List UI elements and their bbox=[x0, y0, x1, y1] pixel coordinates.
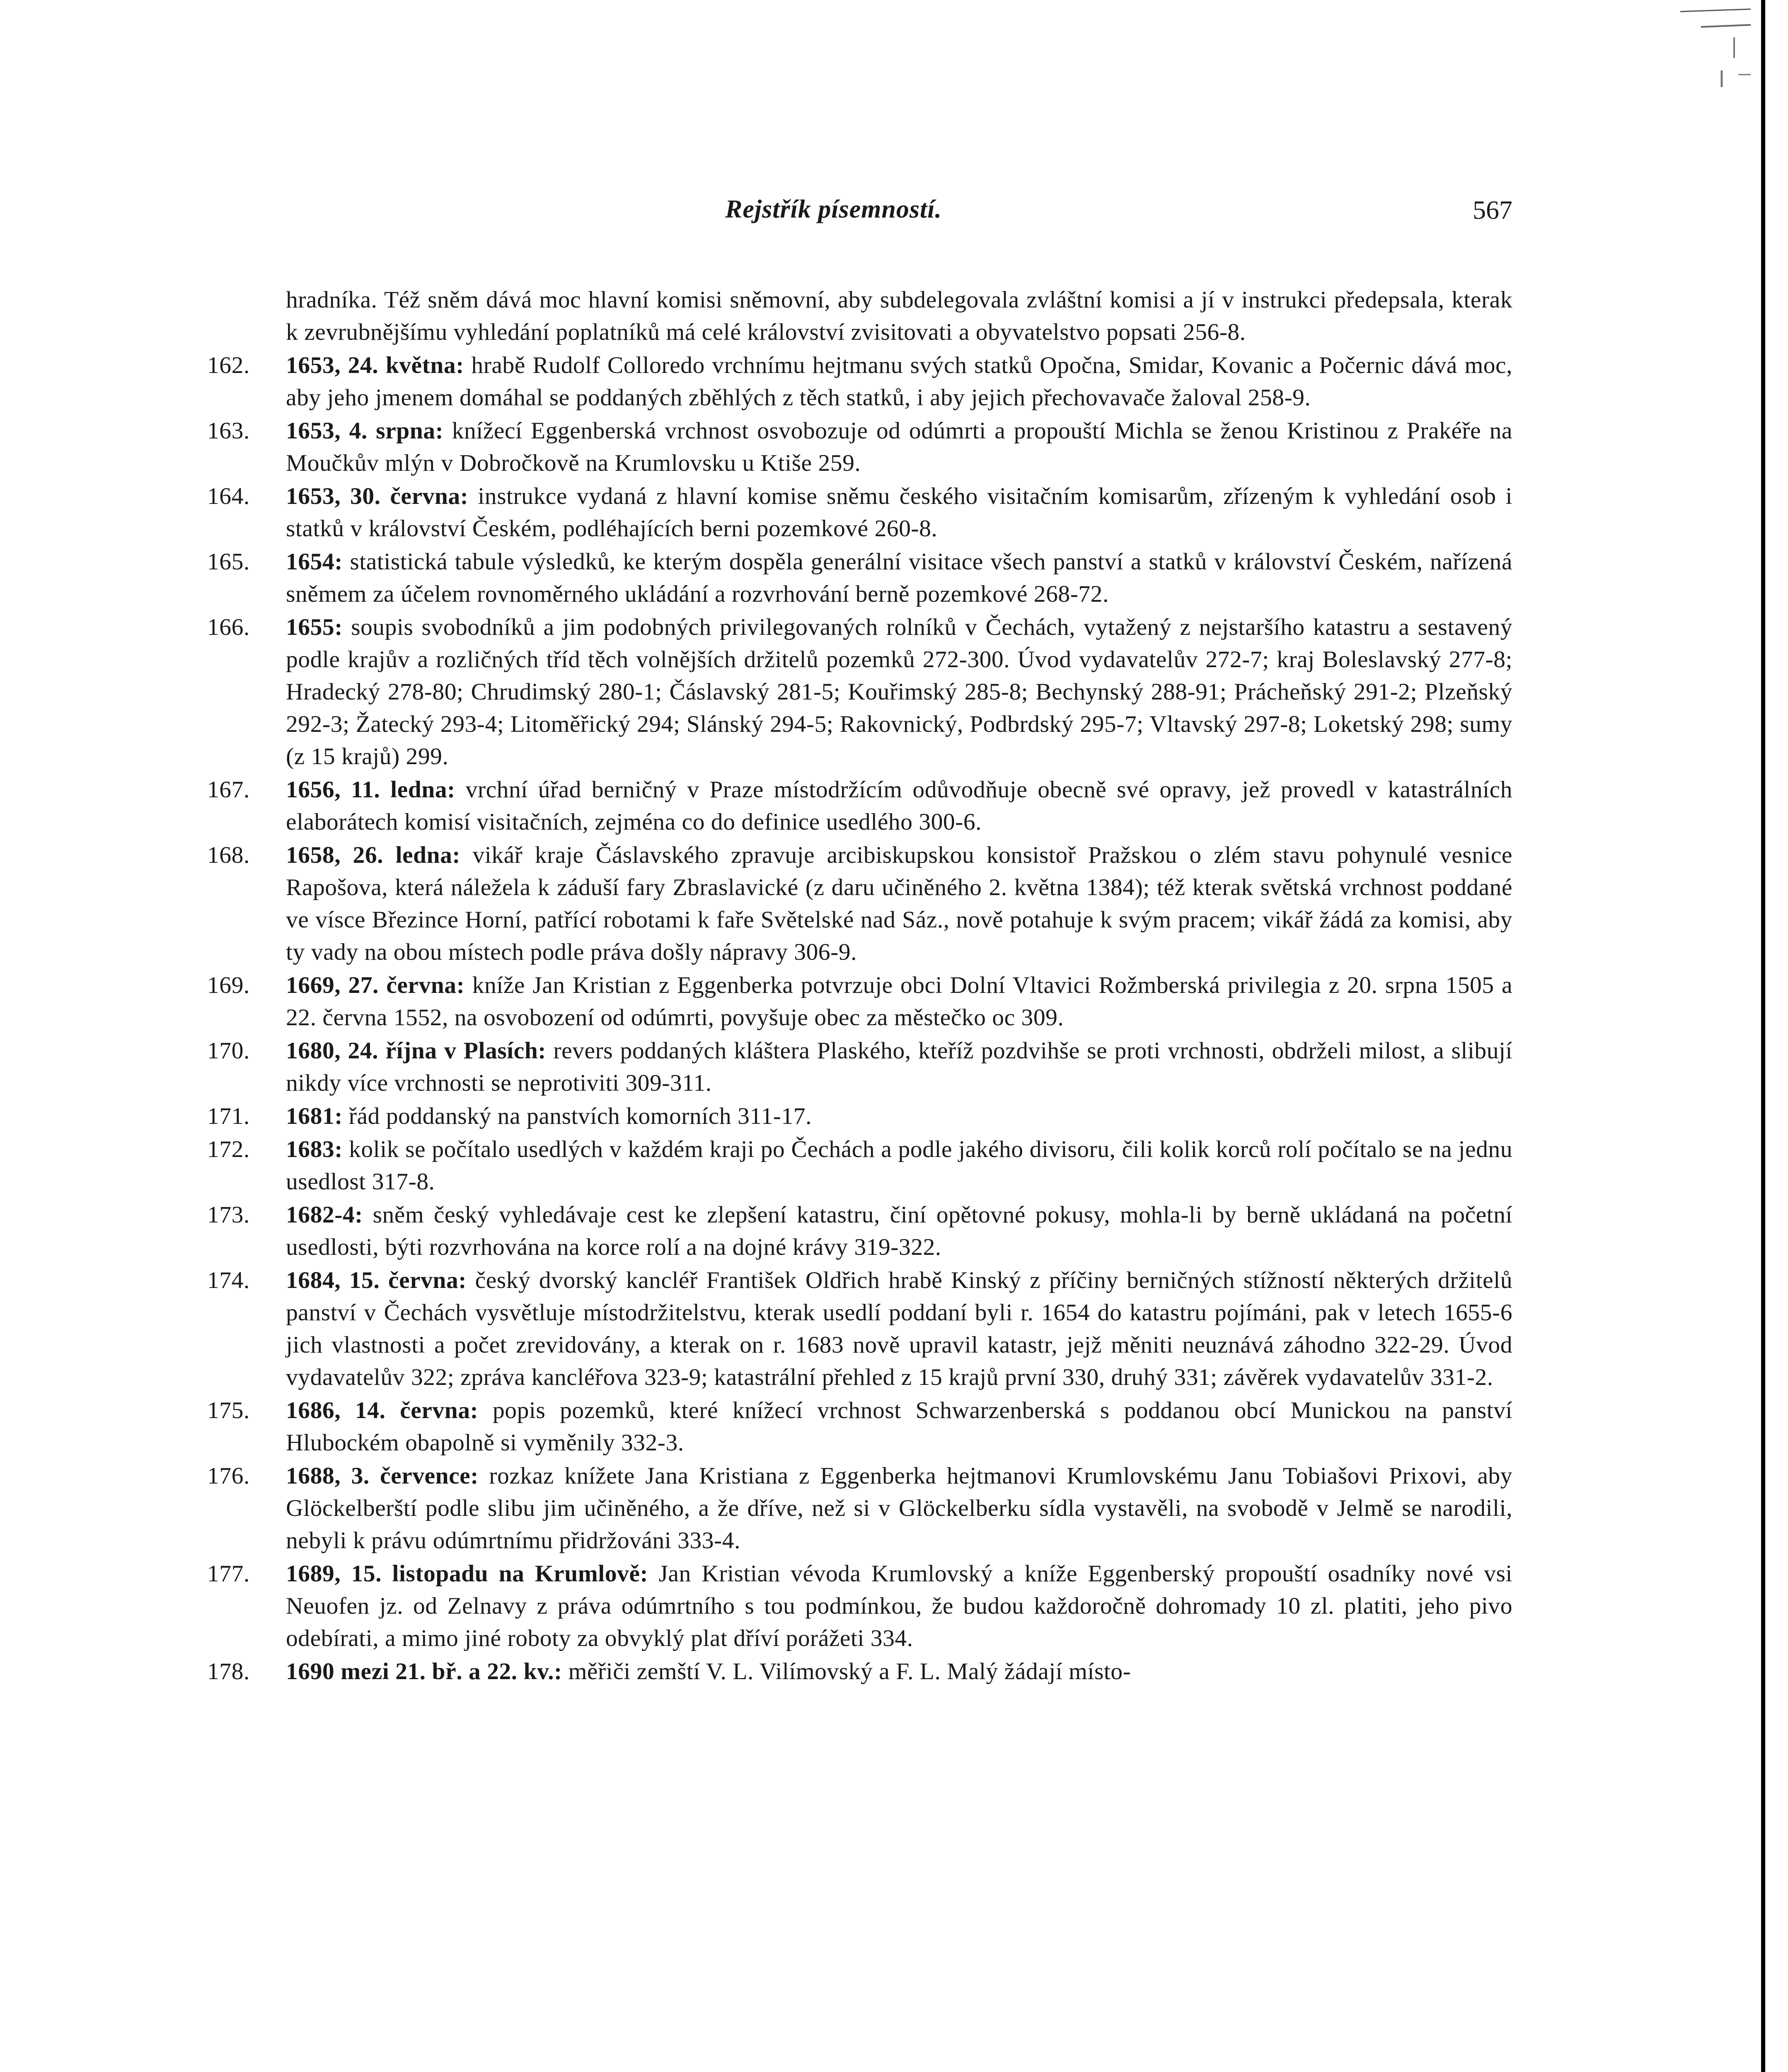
entry-text: Jan Kristian vévoda Krumlovský a kníže Eggenberský propouští osadníky nové vsi Neuofen jz. od Zelnavy z práva odúmrtního s tou podmínkou, že budou každoročně dohromady 10 zl. platiti, jeho pivo odebírati, a mimo jiné roboty za obvyklý plat dříví porážeti 334. bbox=[286, 1561, 1512, 1651]
entry-text: statistická tabule výsledků, ke kterým dospěla generální visitace všech panství a statků v království Českém, nařízená sněmem za účelem rovnoměrného ukládání a rozvrhování berně pozemkové 268-72. bbox=[286, 549, 1512, 607]
entry-list bbox=[207, 284, 1513, 1688]
entry-date: 1653, 4. srpna: bbox=[286, 418, 444, 444]
entry-number: 162. bbox=[207, 352, 250, 378]
running-title: Rejstřík písemností. bbox=[725, 195, 942, 223]
entry-number: 167. bbox=[207, 777, 250, 803]
edge-marks-drawing bbox=[1672, 8, 1755, 99]
entry-text: popis pozemků, které knížecí vrchnost Schwarzenberská s poddanou obcí Munickou na panství Hlubockém obapolně si vyměnily 332-3. bbox=[286, 1397, 1512, 1456]
entry-number: 170. bbox=[207, 1038, 250, 1064]
entry-number: 169. bbox=[207, 972, 250, 998]
entry-number: 175. bbox=[207, 1397, 250, 1423]
entry-date: 1681: bbox=[286, 1103, 343, 1129]
entry-162 bbox=[207, 349, 1512, 414]
entry-date: 1684, 15. června: bbox=[286, 1267, 467, 1293]
entry-164 bbox=[207, 480, 1512, 545]
entry-number: 172. bbox=[207, 1136, 250, 1162]
entry-number: 163. bbox=[207, 418, 250, 444]
entry-text: vikář kraje Čáslavského zpravuje arcibiskupskou konsistoř Pražskou o zlém stavu pohynulé vesnice Rapošova, která náležela k záduší fary Zbraslavické (z daru učiněného 2. května 1384); též kterak světská vrchnost poddané ve vísce Březince Horní, patřící robotami k faře Světelské nad Sáz., nově potahuje k svým pracem; vikář žádá za komisi, aby ty vady na obou místech podle práva došly nápravy 306-9. bbox=[286, 842, 1512, 965]
entry-text: knížecí Eggenberská vrchnost osvobozuje od odúmrti a propouští Michla se ženou Kristinou z Prakéře na Moučkův mlýn v Dobročkově na Krumlovsku u Ktiše 259. bbox=[286, 418, 1512, 476]
entry-date: 1683: bbox=[286, 1136, 343, 1162]
entry-number: 173. bbox=[207, 1202, 250, 1228]
entry-text: řád poddanský na panstvích komorních 311-17. bbox=[348, 1103, 812, 1129]
entry-text: kníže Jan Kristian z Eggenberka potvrzuje obci Dolní Vltavici Rožmberská privilegia z 20. srpna 1505 a 22. června 1552, na osvobození od odúmrti, povyšuje obec za městečko oc 309. bbox=[286, 972, 1513, 1031]
entry-165 bbox=[207, 546, 1512, 610]
page-content bbox=[207, 195, 1513, 1689]
entry-178 bbox=[207, 1656, 1512, 1688]
entry-text: rozkaz knížete Jana Kristiana z Eggenberka hejtmanovi Krumlovskému Janu Tobiašovi Prixovi, aby Glöckelberští podle slibu jim učiněného, a že dříve, než si v Glöckelberku sídla vystavěli, na svobodě v Jelmě se narodili, nebyli k právu odúmrtnímu přidržováni 333-4. bbox=[286, 1463, 1512, 1554]
entry-173 bbox=[207, 1199, 1512, 1264]
entry-168 bbox=[207, 839, 1512, 968]
entry-177 bbox=[207, 1558, 1512, 1655]
entry-date: 1656, 11. ledna: bbox=[286, 777, 455, 803]
entry-number: 177. bbox=[207, 1561, 250, 1587]
entry-text: hradníka. Též sněm dává moc hlavní komisi sněmovní, aby subdelegovala zvláštní komisi a jí v instrukci předepsala, kterak k zevrubnějšímu vyhledání poplatníků má celé království zvisitovati a obyvatelstvo popsati 256-8. bbox=[286, 287, 1512, 345]
entry-date: 1658, 26. ledna: bbox=[286, 842, 461, 868]
entry-text: hrabě Rudolf Colloredo vrchnímu hejtmanu svých statků Opočna, Smidar, Kovanic a Počernic dává moc, aby jeho jmenem domáhal se poddaných zběhlých z těch statků, i aby jejich přechovavače žaloval 258-9. bbox=[286, 352, 1512, 411]
entry-number: 178. bbox=[207, 1658, 250, 1685]
entry-date: 1680, 24. října v Plasích: bbox=[286, 1038, 546, 1064]
page-number: 567 bbox=[1473, 195, 1512, 225]
entry-167 bbox=[207, 774, 1512, 838]
entry-text: sněm český vyhledávaje cest ke zlepšení katastru, činí opětovné pokusy, mohla-li by berně ukládaná na početní usedlosti, býti rozvrhována na korce rolí a na dojné krávy 319-322. bbox=[286, 1202, 1512, 1260]
entry-text: instrukce vydaná z hlavní komise sněmu českého visitačním komisarům, zřízeným k vyhledání osob i statků v království Českém, podléhajících berni pozemkové 260-8. bbox=[286, 483, 1512, 542]
entry-169 bbox=[207, 969, 1513, 1034]
entry-date: 1654: bbox=[286, 549, 343, 575]
entry-continuation bbox=[286, 284, 1512, 349]
entry-date: 1688, 3. července: bbox=[286, 1463, 479, 1489]
entry-number: 174. bbox=[207, 1267, 250, 1293]
entry-174 bbox=[207, 1264, 1513, 1394]
entry-text: vrchní úřad berničný v Praze místodržícím odůvodňuje obecně své opravy, jež provedl v katastrálních elaborátech komisí visitačních, zejména co do definice usedlého 300-6. bbox=[286, 777, 1512, 835]
entry-163 bbox=[207, 415, 1512, 479]
entry-166 bbox=[207, 611, 1512, 773]
entry-date: 1690 mezi 21. bř. a 22. kv.: bbox=[286, 1658, 562, 1685]
entry-date: 1689, 15. listopadu na Krumlově: bbox=[286, 1561, 648, 1587]
entry-date: 1653, 24. května: bbox=[286, 352, 464, 378]
entry-text: český dvorský kancléř František Oldřich hrabě Kinský z příčiny berničných stížností některých držitelů panství v Čechách vysvětluje místodržitelstvu, kterak usedlí poddaní byli r. 1654 do katastru pojímáni, pak v letech 1655-6 jich vlastnosti a počet zrevidovány, a kterak on r. 1683 nově upravil katastr, jejž měniti neuznává záhodno 322-29. Úvod vydavatelův 322; zpráva kancléřova 323-9; katastrální přehled z 15 krajů první 330, druhý 331; závěrek vydavatelův 331-2. bbox=[286, 1267, 1513, 1390]
edge-marks bbox=[1672, 8, 1755, 99]
entry-number: 165. bbox=[207, 549, 250, 575]
entry-date: 1653, 30. června: bbox=[286, 483, 469, 509]
entry-text: kolik se počítalo usedlých v každém kraji po Čechách a podle jakého divisoru, čili kolik korců rolí počítalo se na jednu usedlost 317-8. bbox=[286, 1136, 1512, 1195]
entry-number: 168. bbox=[207, 842, 250, 868]
running-head bbox=[286, 195, 1512, 240]
entry-date: 1669, 27. června: bbox=[286, 972, 465, 998]
entry-176 bbox=[207, 1460, 1512, 1557]
entry-number: 176. bbox=[207, 1463, 250, 1489]
entry-170 bbox=[207, 1035, 1512, 1099]
entry-date: 1655: bbox=[286, 614, 343, 640]
frame-edge-right bbox=[1761, 0, 1765, 2072]
entry-text: revers poddaných kláštera Plaského, kteříž pozdvihše se proti vrchnosti, obdrželi milost, a slibují nikdy více vrchnosti se neprotiviti 309-311. bbox=[286, 1038, 1512, 1096]
entry-text: soupis svobodníků a jim podobných privilegovaných rolníků v Čechách, vytažený z nejstaršího katastru a sestavený podle krajův a rozličných tříd těch volnějších držitelů pozemků 272-300. Úvod vydavatelův 272-7; kraj Boleslavský 277-8; Hradecký 278-80; Chrudimský 280-1; Čáslavský 281-5; Kouřimský 285-8; Bechynský 288-91; Prácheňský 291-2; Plzeňský 292-3; Žatecký 293-4; Litoměřický 294; Slánský 294-5; Rakovnický, Podbrdský 295-7; Vltavský 297-8; Loketský 298; sumy (z 15 krajů) 299. bbox=[286, 614, 1512, 770]
entry-number: 166. bbox=[207, 614, 250, 640]
entry-date: 1686, 14. června: bbox=[286, 1397, 479, 1423]
entry-text: měřiči zemští V. L. Vilímovský a F. L. Malý žádají místo- bbox=[568, 1658, 1131, 1685]
entry-171 bbox=[207, 1100, 1512, 1133]
entry-date: 1682-4: bbox=[286, 1202, 363, 1228]
entry-172 bbox=[207, 1133, 1512, 1198]
entry-number: 171. bbox=[207, 1103, 250, 1129]
entry-number: 164. bbox=[207, 483, 250, 509]
entry-175 bbox=[207, 1394, 1512, 1459]
